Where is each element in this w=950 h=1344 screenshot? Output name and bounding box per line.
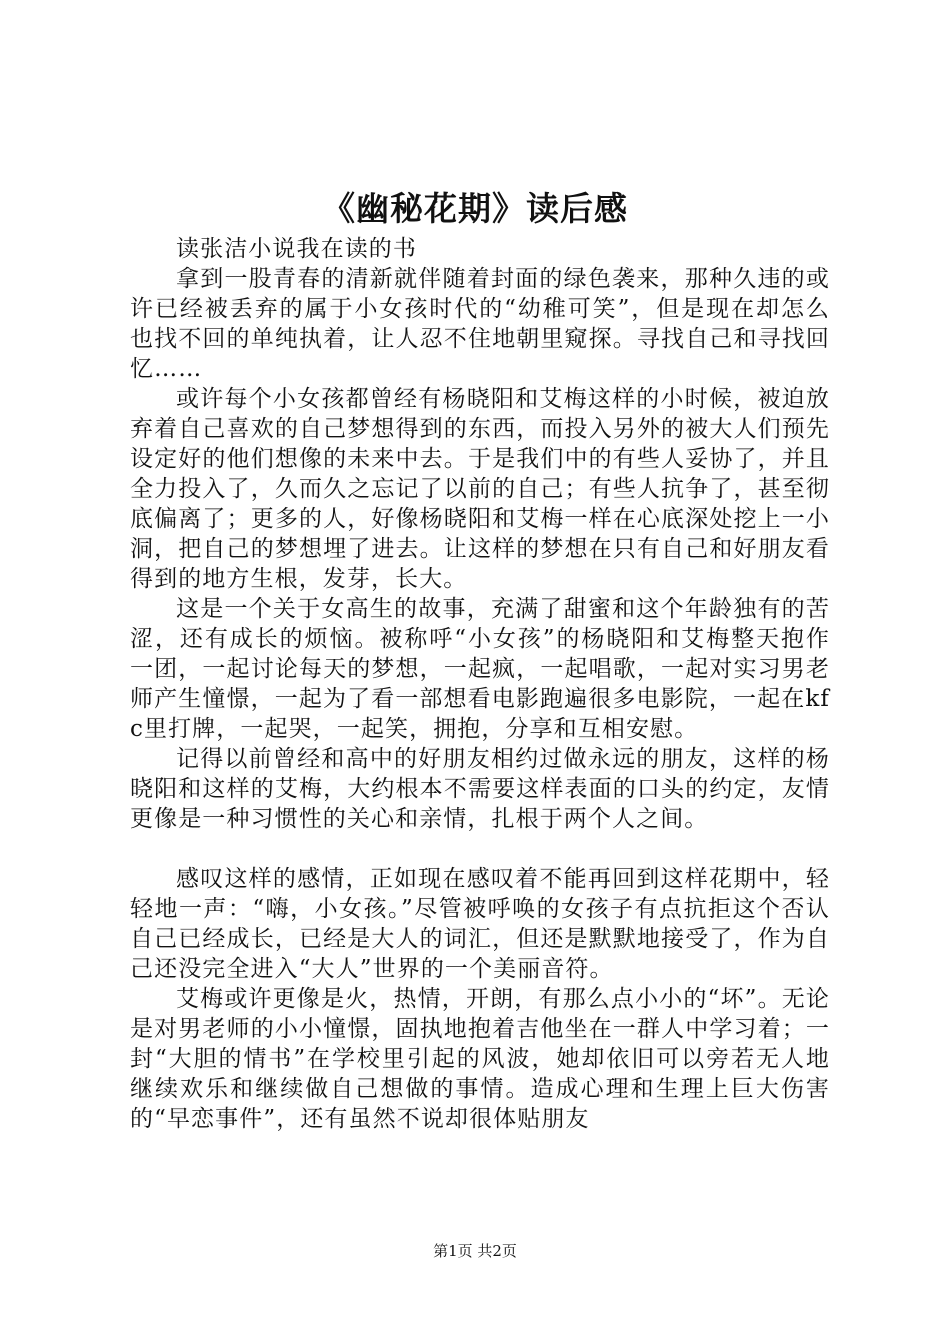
document-title: 《幽秘花期》读后感 — [322, 189, 628, 228]
paragraph: 这是一个关于女高生的故事，充满了甜蜜和这个年龄独有的苦涩，还有成长的烦恼。被称呼“小女孩”的杨晓阳和艾梅整天抱作一团，一起讨论每天的梦想，一起疯，一起唱歌，一起对实习男老师产生憧憬，一起为了看一部想看电影跑遍很多电影院，一起在kfc里打牌，一起哭，一起笑，拥抱，分享和互相安慰。 — [130, 596, 830, 742]
paragraph: 艾梅或许更像是火，热情，开朗，有那么点小小的“坏”。无论是对男老师的小小憧憬，固执地抱着吉他坐在一群人中学习着；一封“大胆的情书”在学校里引起的风波，她却依旧可以旁若无人地继续欢乐和继续做自己想做的事情。造成心理和生理上巨大伤害的“早恋事件”，还有虽然不说却很体贴朋友 — [130, 986, 830, 1132]
paragraph: 记得以前曾经和高中的好朋友相约过做永远的朋友，这样的杨晓阳和这样的艾梅，大约根本不需要这样表面的口头的约定，友情更像是一种习惯性的关心和亲情，扎根于两个人之间。 — [130, 746, 830, 832]
document-body — [130, 234, 830, 1134]
paragraph: 感叹这样的感情，正如现在感叹着不能再回到这样花期中，轻轻地一声：“嗨，小女孩。”尽管被呼唤的女孩子有点抗拒这个否认自己已经成长，已经是大人的词汇，但还是默默地接受了，作为自己还没完全进入“大人”世界的一个美丽音符。 — [130, 866, 830, 982]
paragraph: 拿到一股青春的清新就伴随着封面的绿色袭来，那种久违的或许已经被丢弃的属于小女孩时代的“幼稚可笑”，但是现在却怎么也找不回的单纯执着，让人忍不住地朝里窥探。寻找自己和寻找回忆…… — [130, 266, 830, 382]
paragraph: 或许每个小女孩都曾经有杨晓阳和艾梅这样的小时候，被迫放弃着自己喜欢的自己梦想得到的东西，而投入另外的被大人们预先设定好的他们想像的未来中去。于是我们中的有些人妥协了，并且全力投入了，久而久之忘记了以前的自己；有些人抗争了，甚至彻底偏离了；更多的人，好像杨晓阳和艾梅一样在心底深处挖上一小洞，把自己的梦想埋了进去。让这样的梦想在只有自己和好朋友看得到的地方生根，发芽，长大。 — [130, 386, 830, 592]
paragraph-subtitle: 读张洁小说我在读的书 — [176, 236, 417, 262]
paragraph-spacer — [130, 834, 830, 864]
page-footer: 第1页 共2页 — [433, 1242, 517, 1260]
